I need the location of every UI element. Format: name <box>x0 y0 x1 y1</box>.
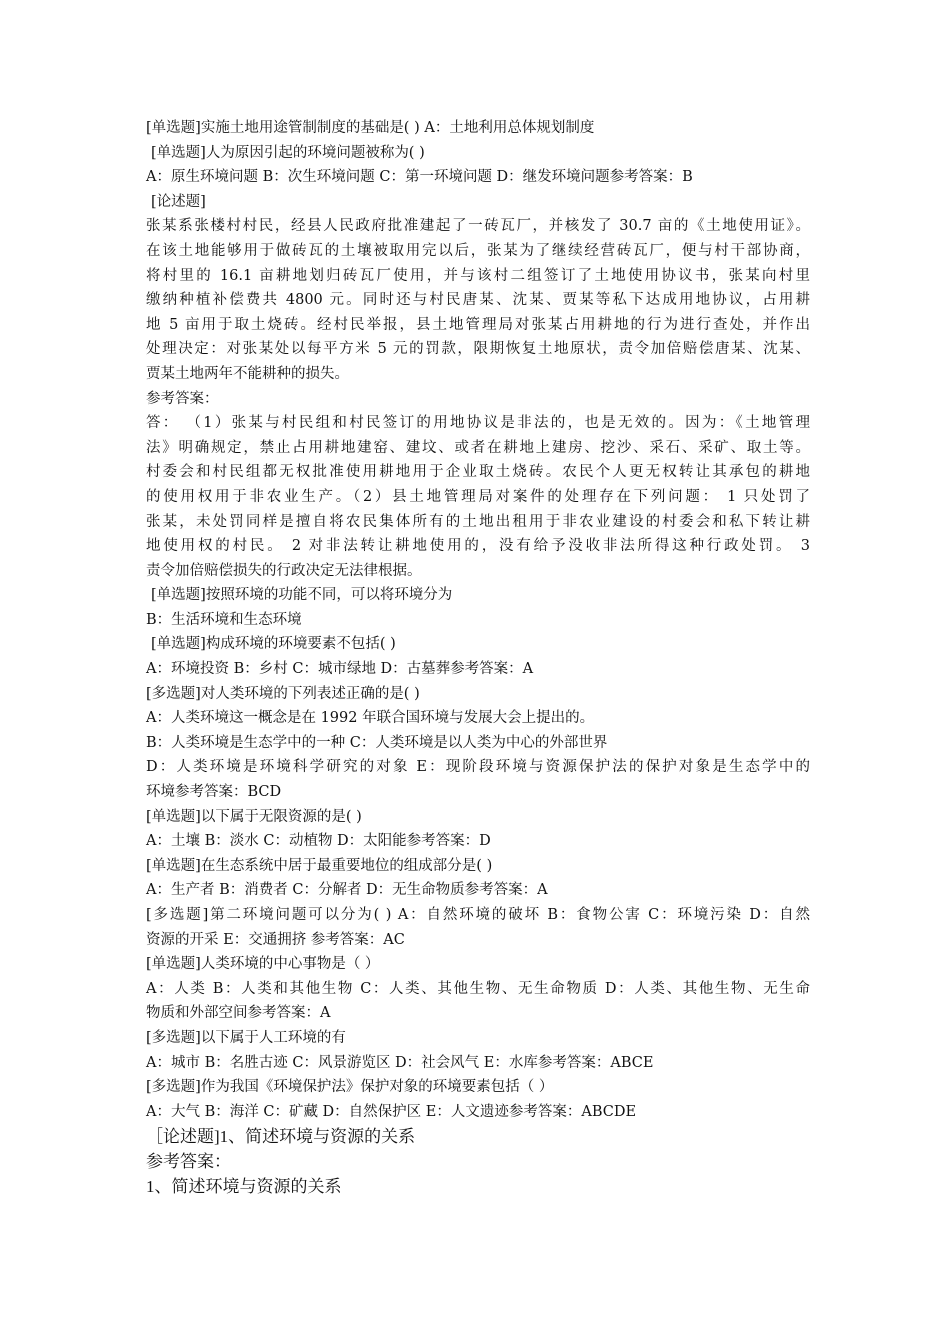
options-line: A：人类 B：人类和其他生物 C：人类、其他生物、无生命物质 D：人类、其他生物、无生命 <box>146 980 810 997</box>
options-line: D：人类环境是环境科学研究的对象 E：现阶段环境与资源保护法的保护对象是生态学中的 <box>146 759 810 776</box>
question-line: [单选题]以下属于无限资源的是( ) <box>146 808 362 825</box>
options-line: A：原生环境问题 B：次生环境问题 C：第一环境问题 D：继发环境问题参考答案：B <box>146 169 693 186</box>
answer-line: 答： （1）张某与村民组和村民签订的用地协议是非法的，也是无效的。因为：《土地管理 <box>146 415 810 432</box>
options-line: 物质和外部空间参考答案：A <box>146 1005 331 1022</box>
options-line: A：环境投资 B：乡村 C：城市绿地 D：古墓葬参考答案：A <box>146 661 534 678</box>
options-line: A：大气 B：海洋 C：矿藏 D：自然保护区 E：人文遗迹参考答案：ABCDE <box>146 1103 637 1120</box>
answer-line: 村委会和村民组都无权批准使用耕地用于企业取土烧砖。农民个人更无权转让其承包的耕地 <box>146 464 810 481</box>
question-line: [单选题]实施土地用途管制制度的基础是( ) A：土地利用总体规划制度 <box>146 120 595 136</box>
options-line: A：人类环境这一概念是在 1992 年联合国环境与发展大会上提出的。 <box>146 710 595 727</box>
question-line: [多选题]作为我国《环境保护法》保护对象的环境要素包括（ ） <box>146 1079 554 1096</box>
question-line: [多选题]以下属于人工环境的有 <box>146 1029 346 1046</box>
options-line: B：人类环境是生态学中的一种 C：人类环境是以人类为中心的外部世界 <box>146 734 608 751</box>
answer-heading: 1、简述环境与资源的关系 <box>146 1177 342 1197</box>
paragraph-line: 张某系张楼村村民，经县人民政府批准建起了一砖瓦厂，并核发了 30.7 亩的《土地使用证》。 <box>146 218 810 235</box>
question-line: [论述题] <box>151 193 206 210</box>
question-line: [单选题]人为原因引起的环境问题被称为( ) <box>151 144 425 161</box>
essay-question-heading: ［论述题]1、简述环境与资源的关系 <box>146 1127 416 1147</box>
options-line: 资源的开采 E：交通拥挤 参考答案：AC <box>146 931 405 948</box>
answer-label: 参考答案： <box>146 1152 231 1172</box>
paragraph-line: 在该土地能够用于做砖瓦的土壤被取用完以后，张某为了继续经营砖瓦厂，便与村干部协商， <box>146 242 810 259</box>
paragraph-line: 缴纳种植补偿费共 4800 元。同时还与村民唐某、沈某、贾某等私下达成用地协议，占用耕 <box>146 292 810 309</box>
options-line: A：城市 B：名胜古迹 C：风景游览区 D：社会风气 E：水库参考答案：ABCE <box>146 1054 654 1071</box>
question-line: [单选题]按照环境的功能不同，可以将环境分为 <box>151 587 453 604</box>
question-line: [单选题]在生态系统中居于最重要地位的组成部分是( ) <box>146 857 493 874</box>
paragraph-line: 将村里的 16.1 亩耕地划归砖瓦厂使用，并与该村二组签订了土地使用协议书，张某向村里 <box>146 267 811 284</box>
document-body <box>146 116 810 1199</box>
answer-label: 参考答案： <box>146 390 219 407</box>
options-line: A：生产者 B：消费者 C：分解者 D：无生命物质参考答案：A <box>146 882 548 899</box>
question-line: [多选题]对人类环境的下列表述正确的是( ) <box>146 685 420 702</box>
question-line: [单选题]人类环境的中心事物是（ ） <box>146 956 380 973</box>
question-line: [单选题]构成环境的环境要素不包括( ) <box>151 636 396 653</box>
question-line: [多选题]第二环境问题可以分为( ) A：自然环境的破坏 B：食物公害 C：环境污染 D：自然 <box>146 907 810 923</box>
answer-line: 张某，未处罚同样是擅自将农民集体所有的土地出租用于非农业建设的村委会和私下转让耕 <box>146 513 810 530</box>
answer-line: 的使用权用于非农业生产。（2）县土地管理局对案件的处理存在下列问题： 1 只处罚了 <box>146 488 810 505</box>
paragraph-line: 处理决定：对张某处以每平方米 5 元的罚款，限期恢复土地原状，责令加倍赔偿唐某、沈某、 <box>146 341 810 358</box>
options-line: B：生活环境和生态环境 <box>146 611 302 628</box>
options-line: 环境参考答案：BCD <box>146 784 282 801</box>
answer-line: 地使用权的村民。 2 对非法转让耕地使用的，没有给予没收非法所得这种行政处罚。 3 <box>146 538 810 555</box>
paragraph-line: 地 5 亩用于取土烧砖。经村民举报，县土地管理局对张某占用耕地的行为进行查处，并作出 <box>146 316 810 333</box>
options-line: A：土壤 B：淡水 C：动植物 D：太阳能参考答案：D <box>146 833 491 850</box>
answer-line: 法》明确规定，禁止占用耕地建窑、建坟、或者在耕地上建房、挖沙、采石、采矿、取土等。 <box>146 439 810 456</box>
paragraph-line: 贾某土地两年不能耕种的损失。 <box>146 365 349 382</box>
answer-line: 责令加倍赔偿损失的行政决定无法律根据。 <box>146 562 422 579</box>
